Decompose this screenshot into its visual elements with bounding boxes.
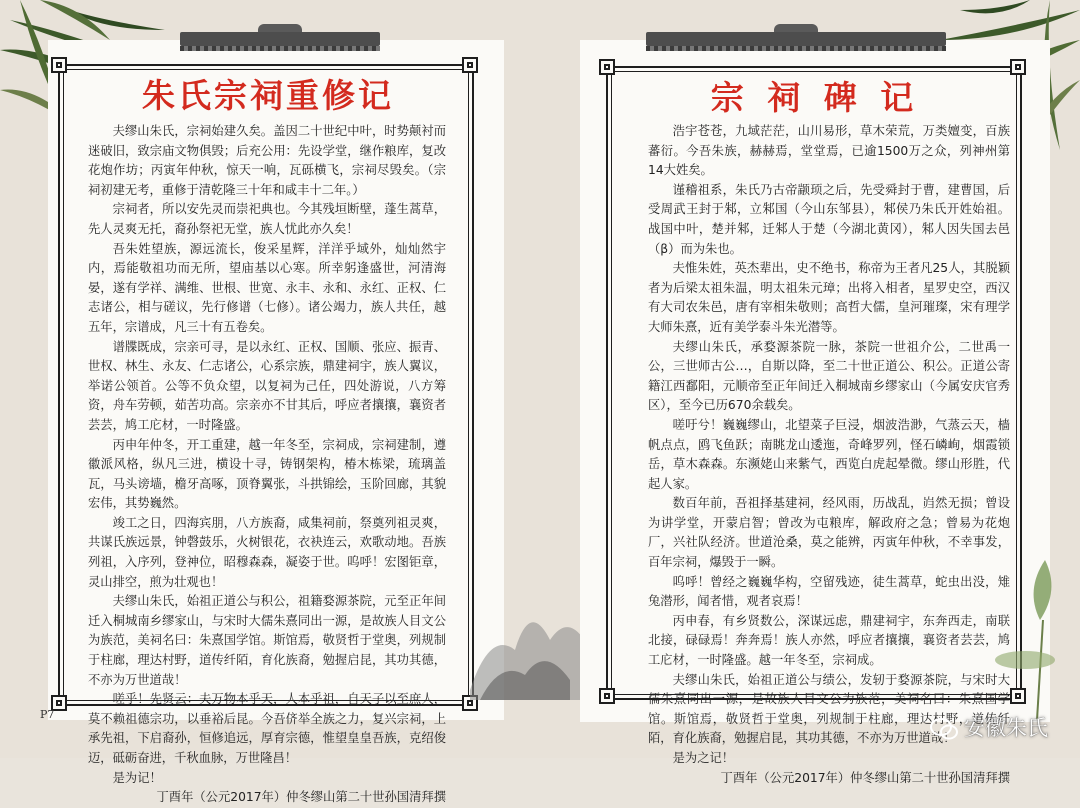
paragraph: 丙申年仲冬，开工重建，越一年冬至，宗祠成，宗祠建制，遵徽派风格，纵凡三进，横设十寻，铸钢架构，椿木栋梁，琉璃盖瓦，马头谤墙，檐牙高啄，顶脊翼张，斗拱锦绘，玉阶回廊，其貌宏伟，其势巍然。 — [88, 437, 446, 511]
paragraph: 夫缪山朱氏，始祖正道公与积公，祖籍婺源茶院，元至正年间迁入桐城南乡缪家山，与宋时大儒朱熹同出一源，是故族人目文公为族范，美祠名曰：朱熹国学馆。斯馆焉，敬贤哲于堂奥，列规制于柱廊，理达村野，道传纤陌，育化族裔，勉握启昆，其功其德，不亦为万世道哉！ — [88, 594, 446, 687]
wechat-icon — [930, 718, 958, 740]
watermark — [930, 712, 1048, 742]
paragraph: 夫缪山朱氏，始祖正道公与绩公，发轫于婺源茶院，与宋时大儒朱熹同出一源，是故族人目文公为族范，美祠名曰：朱熹国学馆。斯馆焉，敬贤哲于堂奥，列规制于柱廊，理达村野，道传纤陌，育化族裔，勉握启昆，其功其德，不亦为万世道哉！ — [648, 672, 1010, 746]
lotus-decoration — [985, 560, 1080, 720]
watermark-text: 安徽朱氏 — [964, 716, 1048, 740]
left-corner-tr — [462, 57, 478, 73]
left-page — [48, 40, 504, 805]
paragraph: 夫惟朱姓，英杰辈出，史不绝书，称帝为王者凡25人，其脱颖者为后梁太祖朱温，明太祖朱元璋；出将入相者，星罗史空，西汉有大司农朱邑，唐有宰相朱敬则；高哲大儒，皇河璀璨，宋有理学大师朱熹，近有美学泰斗朱光潜等。 — [648, 261, 1010, 334]
paragraph: 丙申春，有乡贤数公，深谋远虑，鼎建祠宇，东奔西走，南联北接，碌碌焉！奔奔焉！族人亦然，呼应者攘攘，襄资者芸芸，鸠工庀材，一时隆盛。越一年冬至，宗祠成。 — [648, 613, 1010, 668]
right-signature: 丁酉年（公元2017年）仲冬缪山第二十世孙国清拜撰 — [720, 770, 1010, 785]
left-signature: 丁酉年（公元2017年）仲冬缪山第二十世孙国清拜撰 — [156, 790, 446, 805]
paragraph: 谨稽祖系，朱氏乃古帝颛顼之后，先受舜封于曹，建曹国，后受周武王封于邾，立邾国（今山东邹县），邾侯乃朱氏开姓始祖。战国中叶，楚并邾，迁邾人于楚（今湖北黄冈），邾人因失国去邑（β）而为朱也。 — [648, 182, 1010, 256]
left-roof-ornament — [180, 32, 380, 46]
right-corner-bl — [599, 688, 615, 704]
right-body-text — [648, 122, 1010, 788]
right-corner-tr — [1010, 59, 1026, 75]
right-page-title: 宗 祠 碑 记 — [710, 78, 920, 117]
right-roof-ornament — [646, 32, 946, 46]
left-body-text — [88, 122, 446, 808]
paragraph: 嗟吁兮！巍巍缪山，北望菜子巨浸，烟波浩渺，气蒸云天，樯帆点点，鸥飞鱼跃；南眺龙山逶迤，奇峰罗列，怪石嶙峋，烟霞锁岳，草木森森。东濒姥山来紫气，西览白虎起晕微。缪山形胜，代起人家。 — [648, 417, 1010, 491]
paragraph: 嗟乎！先贤云：夫万物本乎天，人本乎祖，自天子以至庶人，莫不赖祖德宗功，以垂裕后昆。今吾侪举全族之力，复兴宗祠，上承先祖，下启裔孙，恒修追远，厚育宗德，惟望皇皇吾族，克绍俊迈，砥砺奋进，千秋血脉，万世隆昌！ — [88, 692, 446, 765]
paragraph: 谱牒既成，宗亲可寻，是以永红、正权、国顺、张应、振青、世权、林生、永友、仁志诸公，心系宗族，鼎建祠宇，族人翼议，举诺公领首。公等不负众望，以复祠为己任，四处游说，八方筹资，舟车劳顿，茹苦功高。宗亲亦不甘其后，呼应者攘攘，襄资者芸芸，鸠工庀材，一时隆盛。 — [88, 339, 446, 432]
left-page-title: 朱氏宗祠重修记 — [142, 76, 394, 115]
page-number: P7 — [40, 708, 55, 721]
paragraph: 竣工之日，四海宾朋，八方族裔，咸集祠前，祭奠列祖灵爽，共谋氏族远景，钟磬鼓乐，火树银花，衣袂连云，欢歌动地。吾族列祖，入序列，登神位，昭穆森森，凝姿于世。呜呼！宏图钜章，灵山排空，煎为壮观也！ — [88, 515, 446, 589]
paragraph: 是为之记！ — [672, 751, 735, 765]
right-corner-tl — [599, 59, 615, 75]
paragraph: 数百年前，吾祖择基建祠，经风雨，历战乱，岿然无损；曾设为讲学堂，开蒙启智；曾改为屯粮库，解政府之急；曾易为花炮厂，兴社队经济。世道沧桑，莫之能辨，丙寅年仲秋，不幸事发，百年宗祠，爆毁于一瞬。 — [648, 496, 1010, 570]
left-corner-tl — [51, 57, 67, 73]
paragraph: 夫缪山朱氏，宗祠始建久矣。盖因二十世纪中叶，时势颠衬而迷破旧，致宗庙文物俱毁；后充公用：先设学堂，继作粮库，复改花炮作坊；丙寅年仲秋，惊天一响，瓦砾横飞，宗祠尽毁矣。（宗祠初建无考，重修于清乾隆三十年和咸丰十二年。） — [88, 124, 446, 197]
paragraph: 夫缪山朱氏，承婺源茶院一脉，茶院一世祖介公，二世禹一公，三世师古公…，自斯以降，至二十世正道公、积公。正道公寄籍江西鄱阳，元顺帝至正年间迁入桐城南乡缪家山（今属安庆官秀区），至今已历670余载矣。 — [648, 339, 1010, 413]
paragraph: 宗祠者，所以安先灵而崇祀典也。今其残垣断壁，蓬生蒿草，先人灵爽无托，裔孙祭祀无堂，族人忧此亦久矣！ — [88, 202, 446, 236]
paragraph: 浩宇苍苍，九域茫茫，山川易形，草木荣荒，万类嬗变，百族蕃衍。今吾朱族，赫赫焉，堂堂焉，已逾1500万之众，列神州第14大姓矣。 — [648, 124, 1010, 178]
paragraph: 呜呼！曾经之巍巍华构，空留残迹，徒生蒿草，蛇虫出没，雉兔潜形，闻者惜，观者哀焉！ — [648, 574, 1010, 609]
paragraph: 是为记！ — [112, 770, 162, 785]
paragraph: 吾朱姓望族，源远流长，俊采星辉，洋洋乎域外，灿灿然宇内，焉能敬祖功而无所，望庙基以心寒。所幸躬逢盛世，河清海晏，遂有学祥、满维、世根、世宽、永丰、永和、永红、正权、仁志诸公，相与磋议，先行修谱（七修）。诸公竭力，族人共任，越五年，宗谱成，凡三十有五卷矣。 — [88, 241, 446, 334]
